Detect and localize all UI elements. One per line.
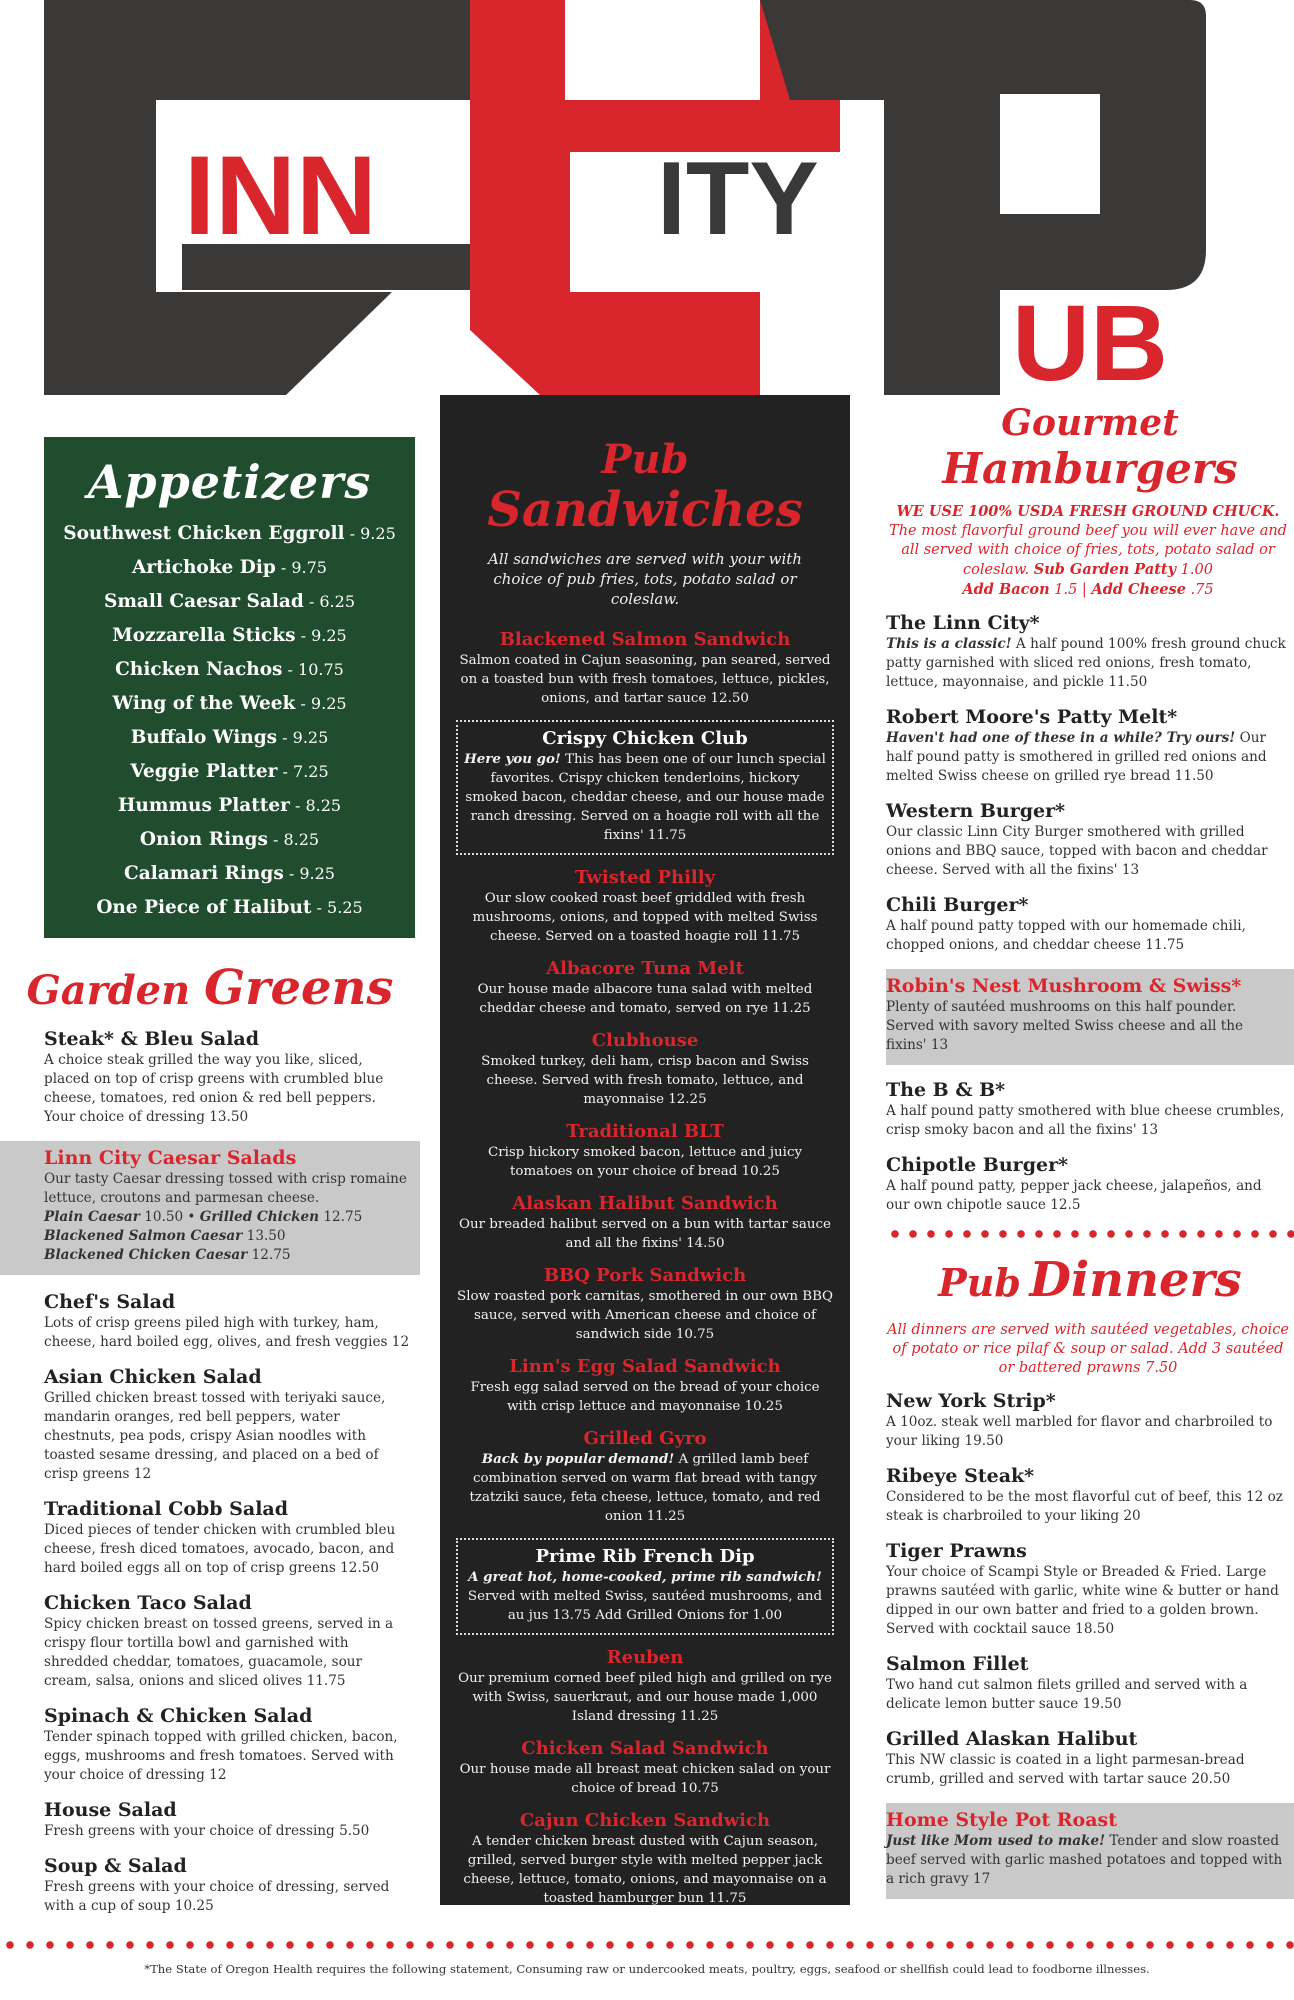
burger-name: Robert Moore's Patty Melt* <box>886 706 1178 728</box>
dinner-name: Tiger Prawns <box>886 1540 1027 1562</box>
sandwich-item <box>456 1647 834 1726</box>
salad-desc: Diced pieces of tender chicken with crumbled bleu cheese, fresh diced tomatoes, avocado, bacon, and hard boiled eggs all on top of crisp greens 12.50 <box>44 1522 396 1576</box>
appetizer-item <box>44 755 415 789</box>
appetizer-price: - 6.25 <box>303 592 355 611</box>
dinner-name: Ribeye Steak* <box>886 1465 1035 1487</box>
salad-name: Linn City Caesar Salads <box>44 1147 297 1169</box>
hamburgers-title: Gourmet Hamburgers <box>942 402 1238 493</box>
caesar-salads-item <box>0 1141 420 1275</box>
sandwich-desc-text: A tender chicken breast dusted with Cajun season, grilled, served burger style with melted pepper jack cheese, lettuce, tomato, onions, and mayonnaise on a toasted hamburger bun 11.75 <box>463 1834 827 1906</box>
caesar-option: Plain Caesar <box>44 1209 140 1225</box>
dinner-desc <box>886 1751 1286 1789</box>
caesar-price: 12.75 <box>247 1247 291 1263</box>
appetizer-name: One Piece of Halibut <box>96 897 312 918</box>
sandwich-name: Reuben <box>606 1647 684 1668</box>
burger-name: The B & B* <box>886 1079 1006 1101</box>
appetizer-item <box>44 585 415 619</box>
appetizer-name: Southwest Chicken Eggroll <box>63 523 345 544</box>
sandwich-desc <box>456 1143 834 1181</box>
appetizer-price: - 9.75 <box>275 558 327 577</box>
appetizer-price: - 9.25 <box>277 728 329 747</box>
sandwich-desc <box>456 651 834 708</box>
salad-name: Asian Chicken Salad <box>44 1366 262 1388</box>
appetizer-item <box>44 551 415 585</box>
salad-item <box>0 1799 420 1841</box>
sandwich-desc <box>464 1568 826 1625</box>
sandwich-desc <box>456 1760 834 1798</box>
salad-name: Chef's Salad <box>44 1291 176 1313</box>
linn-city-pub-logo <box>0 0 1294 400</box>
salad-item <box>0 1028 420 1127</box>
sandwich-name: Crispy Chicken Club <box>542 728 748 749</box>
sandwich-item <box>456 1193 834 1253</box>
burger-desc <box>886 823 1286 880</box>
burger-name: Robin's Nest Mushroom & Swiss* <box>886 975 1242 997</box>
bottom-dot-divider <box>0 1940 1294 1950</box>
dinners-intro: All dinners are served with sautéed vegetables, choice of potato or rice pilaf & soup or salad. Add 3 sautéed or battered prawns 7.50 <box>887 1322 1289 1376</box>
sandwich-name: Prime Rib French Dip <box>535 1546 755 1567</box>
salad-name: Spinach & Chicken Salad <box>44 1705 313 1727</box>
dinner-item <box>886 1540 1294 1639</box>
hamburgers-list <box>886 612 1294 1215</box>
sandwich-item <box>456 1265 834 1344</box>
caesar-option: Blackened Chicken Caesar <box>44 1247 248 1263</box>
dinner-desc <box>886 1676 1286 1714</box>
appetizers-section <box>44 437 415 938</box>
health-footnote: *The State of Oregon Health requires the following statement, Consuming raw or undercooked meats, poultry, eggs, seafood or shellfish could lead to foodborne illnesses. <box>144 1962 1150 1976</box>
salad-desc <box>44 1170 410 1265</box>
sandwich-item <box>456 958 834 1018</box>
sandwich-item <box>456 1738 834 1798</box>
sandwich-name: Blackened Salmon Sandwich <box>499 629 791 650</box>
burger-name: Chili Burger* <box>886 894 1029 916</box>
sandwich-name: Linn's Egg Salad Sandwich <box>509 1356 781 1377</box>
dinner-name: Home Style Pot Roast <box>886 1809 1117 1831</box>
appetizer-price: - 7.25 <box>277 762 329 781</box>
dinner-name: Salmon Fillet <box>886 1653 1029 1675</box>
salad-item <box>0 1291 420 1352</box>
appetizer-name: Calamari Rings <box>124 863 284 884</box>
dinner-lead: Just like Mom used to make! <box>886 1833 1106 1849</box>
burger-item <box>886 706 1294 786</box>
salad-desc: Spicy chicken breast on tossed greens, served in a crispy flour tortilla bowl and garnished with shredded cheddar, tomatoes, guacamole, sour cream, salsa, onions and sliced olives 11.75 <box>44 1616 394 1689</box>
sandwich-desc <box>456 1450 834 1526</box>
appetizer-item <box>44 517 415 551</box>
burger-item <box>886 800 1294 880</box>
appetizer-name: Mozzarella Sticks <box>112 625 296 646</box>
sandwich-item <box>456 1810 834 1908</box>
appetizer-name: Buffalo Wings <box>130 727 278 748</box>
caesar-price: 10.50 • <box>139 1209 200 1225</box>
sandwich-item <box>456 1538 834 1635</box>
dinner-desc <box>886 1413 1286 1451</box>
svg-text:UB: UB <box>1012 282 1168 400</box>
dinner-item <box>886 1390 1294 1451</box>
appetizer-price: - 9.25 <box>344 524 396 543</box>
dinner-desc <box>886 1832 1286 1889</box>
hamburgers-intro: WE USE 100% USDA FRESH GROUND CHUCK. The most flavorful ground beef you will ever have and all served with choice of fries, tots, potato salad or coleslaw. Sub Garden Patty 1.00 Add Bacon 1.5 | Add Cheese .75 <box>889 503 1287 598</box>
dinner-item <box>886 1653 1294 1714</box>
dinner-desc-text: A 10oz. steak well marbled for flavor and charbroiled to your liking 19.50 <box>886 1414 1273 1449</box>
sandwich-desc <box>456 1287 834 1344</box>
appetizer-item <box>44 721 415 755</box>
burger-name: Western Burger* <box>886 800 1066 822</box>
sandwich-name: Albacore Tuna Melt <box>546 958 744 979</box>
sandwich-desc-text: Our house made all breast meat chicken salad on your choice of bread 10.75 <box>459 1762 831 1796</box>
burger-item <box>886 894 1294 955</box>
salad-item <box>0 1498 420 1578</box>
sandwich-item <box>456 720 834 855</box>
burger-item <box>886 969 1294 1065</box>
salad-desc: A choice steak grilled the way you like, sliced, placed on top of crisp greens with crumbled blue cheese, tomatoes, red onion & red bell peppers. Your choice of dressing 13.50 <box>44 1052 384 1125</box>
sandwich-lead: Here you go! <box>464 751 561 767</box>
sandwich-desc-text: This has been one of our lunch special favorites. Crispy chicken tenderloins, hickory smoked bacon, cheddar cheese, and our house made ranch dressing. Served on a hoagie roll with all the fixins' 11.75 <box>465 752 826 843</box>
appetizer-price: - 9.25 <box>283 864 335 883</box>
appetizer-item <box>44 619 415 653</box>
dinner-desc-text: Tender and slow roasted beef served with garlic mashed potatoes and topped with a rich gravy 17 <box>886 1833 1283 1887</box>
burger-lead: Haven't had one of these in a while? Try ours! <box>886 730 1236 746</box>
sandwich-name: Chicken Salad Sandwich <box>521 1738 769 1759</box>
dinner-item <box>886 1728 1294 1789</box>
sandwich-name: Grilled Gyro <box>583 1428 707 1449</box>
pub-dinners-section <box>886 1252 1294 1899</box>
sandwich-name: BBQ Pork Sandwich <box>543 1265 747 1286</box>
appetizer-name: Chicken Nachos <box>115 659 283 680</box>
salad-desc: Fresh greens with your choice of dressing, served with a cup of soup 10.25 <box>44 1879 390 1914</box>
appetizer-item <box>44 687 415 721</box>
burger-item <box>886 612 1294 692</box>
appetizer-item <box>44 857 415 891</box>
burger-desc-text: Our classic Linn City Burger smothered with grilled onions and BBQ sauce, topped with bacon and cheddar cheese. Served with all the fixins' 13 <box>886 824 1268 878</box>
appetizer-name: Wing of the Week <box>112 693 296 714</box>
salad-name: Traditional Cobb Salad <box>44 1498 289 1520</box>
sandwich-item <box>456 1428 834 1526</box>
dinner-desc <box>886 1563 1286 1639</box>
appetizer-price: - 9.25 <box>295 694 347 713</box>
burger-name: The Linn City* <box>886 612 1040 634</box>
caesar-price: 12.75 <box>319 1209 363 1225</box>
svg-text:ITY: ITY <box>657 141 819 257</box>
appetizer-price: - 8.25 <box>267 830 320 849</box>
dinner-name: New York Strip* <box>886 1390 1056 1412</box>
burger-item <box>886 1154 1294 1215</box>
sandwich-desc <box>456 1215 834 1253</box>
appetizer-name: Artichoke Dip <box>132 557 276 578</box>
burger-desc-text: A half pound patty smothered with blue cheese crumbles, crisp smoky bacon and all the fixins' 13 <box>886 1103 1285 1138</box>
sandwich-name: Clubhouse <box>591 1030 699 1051</box>
sandwich-desc-text: Crisp hickory smoked bacon, lettuce and juicy tomatoes on your choice of bread 10.25 <box>487 1145 803 1179</box>
sandwich-desc-text: A grilled lamb beef combination served on warm flat bread with tangy tzatziki sauce, feta cheese, lettuce, tomato, and red onion 11.25 <box>469 1452 821 1524</box>
sandwich-item <box>456 1356 834 1416</box>
appetizer-price: - 9.25 <box>295 626 347 645</box>
dinner-desc <box>886 1488 1286 1526</box>
salad-desc: Lots of crisp greens piled high with turkey, ham, cheese, hard boiled egg, olives, and fresh veggies 12 <box>44 1315 410 1350</box>
caesar-price: 13.50 <box>242 1228 286 1244</box>
appetizer-item <box>44 653 415 687</box>
sandwich-name: Cajun Chicken Sandwich <box>519 1810 771 1831</box>
pub-sandwiches-title: Pub Sandwiches <box>487 436 803 538</box>
dinner-desc-text: Two hand cut salmon filets grilled and served with a delicate lemon butter sauce 19.50 <box>886 1677 1248 1712</box>
burger-lead: This is a classic! <box>886 636 1012 652</box>
sandwiches-intro: All sandwiches are served with your with choice of pub fries, tots, potato salad or coleslaw. <box>488 550 802 608</box>
appetizer-item <box>44 823 415 857</box>
sandwich-desc-text: Our premium corned beef piled high and grilled on rye with Swiss, sauerkraut, and our house made 1,000 Island dressing 11.25 <box>458 1671 832 1724</box>
sandwich-desc <box>456 1669 834 1726</box>
sandwich-item <box>456 867 834 946</box>
burger-desc <box>886 729 1286 786</box>
appetizer-price: - 8.25 <box>289 796 342 815</box>
appetizer-name: Onion Rings <box>139 829 268 850</box>
burger-desc-text: Plenty of sautéed mushrooms on this half pounder. Served with savory melted Swiss cheese and all the fixins' 13 <box>886 999 1244 1053</box>
sandwich-desc <box>456 889 834 946</box>
dinner-desc-text: Your choice of Scampi Style or Breaded & Fried. Large prawns sautéed with garlic, white wine & butter or hand dipped in our own batter and fried to a golden brown. Served with cocktail sauce 18.50 <box>886 1564 1279 1637</box>
pub-sandwiches-section <box>440 395 850 1905</box>
appetizer-name: Hummus Platter <box>117 795 290 816</box>
appetizer-item <box>44 789 415 823</box>
appetizer-price: - 10.75 <box>282 660 344 679</box>
garden-greens-section <box>0 960 420 1930</box>
burger-item <box>886 1079 1294 1140</box>
burger-desc <box>886 1177 1286 1215</box>
salad-item <box>0 1592 420 1691</box>
sandwiches-list <box>456 629 834 1908</box>
dinner-item <box>886 1803 1294 1899</box>
sandwich-desc-text: Salmon coated in Cajun seasoning, pan seared, served on a toasted bun with fresh tomatoes, lettuce, pickles, onions, and tartar sauce 12.50 <box>459 653 831 706</box>
burger-desc-text: A half pound 100% fresh ground chuck patty garnished with sliced red onions, fresh tomato, lettuce, mayonnaise, and pickle 11.50 <box>886 636 1286 690</box>
caesar-option: Blackened Salmon Caesar <box>44 1228 243 1244</box>
burger-desc <box>886 635 1286 692</box>
sandwich-desc <box>456 1832 834 1908</box>
sandwich-lead: Back by popular demand! <box>481 1451 675 1467</box>
sandwich-desc-text: Our breaded halibut served on a bun with tartar sauce and all the fixins' 14.50 <box>459 1217 831 1251</box>
burger-desc-text: A half pound patty topped with our homemade chili, chopped onions, and cheddar cheese 11.75 <box>886 918 1246 953</box>
burger-desc <box>886 917 1286 955</box>
caesar-option: Grilled Chicken <box>199 1209 320 1225</box>
appetizer-price: - 5.25 <box>311 898 363 917</box>
sandwich-desc-text: Slow roasted pork carnitas, smothered in our own BBQ sauce, served with American cheese and choice of sandwich side 10.75 <box>457 1289 833 1342</box>
salad-name: Chicken Taco Salad <box>44 1592 252 1614</box>
dinner-item <box>886 1465 1294 1526</box>
appetizers-title: Appetizers <box>87 455 372 509</box>
sandwich-item <box>456 1030 834 1109</box>
dinner-desc-text: This NW classic is coated in a light parmesan-bread crumb, grilled and served with tartar sauce 20.50 <box>886 1752 1245 1787</box>
sandwich-item <box>456 1121 834 1181</box>
salad-item <box>0 1366 420 1484</box>
sandwich-desc-text: Our house made albacore tuna salad with melted cheddar cheese and tomato, served on rye 11.25 <box>477 982 813 1016</box>
appetizer-name: Small Caesar Salad <box>104 591 304 612</box>
sandwich-desc <box>456 1378 834 1416</box>
sandwich-name: Twisted Philly <box>574 867 716 888</box>
garden-greens-list <box>0 1028 420 1916</box>
salad-name: House Salad <box>44 1799 177 1821</box>
dinners-list <box>886 1390 1294 1899</box>
salad-desc: Tender spinach topped with grilled chicken, bacon, eggs, mushrooms and fresh tomatoes. Served with your choice of dressing 12 <box>44 1729 398 1783</box>
sandwich-desc <box>464 750 826 845</box>
svg-text:INN: INN <box>184 133 377 258</box>
sandwich-lead: A great hot, home-cooked, prime rib sandwich! <box>468 1569 822 1585</box>
appetizers-list <box>44 517 415 925</box>
sandwich-item <box>456 629 834 708</box>
burger-desc <box>886 1102 1286 1140</box>
burger-desc <box>886 998 1286 1055</box>
salad-name: Soup & Salad <box>44 1855 187 1877</box>
salad-desc: Grilled chicken breast tossed with teriyaki sauce, mandarin oranges, red bell peppers, water chestnuts, pea pods, crispy Asian noodles with toasted sesame dressing, and placed on a bed of crisp greens 12 <box>44 1390 386 1482</box>
burger-desc-text: A half pound patty, pepper jack cheese, jalapeños, and our own chipotle sauce 12.5 <box>886 1178 1262 1213</box>
sandwich-desc <box>456 980 834 1018</box>
burger-name: Chipotle Burger* <box>886 1154 1069 1176</box>
dinner-desc-text: Considered to be the most flavorful cut of beef, this 12 oz steak is charbroiled to your liking 20 <box>886 1489 1283 1524</box>
salad-desc: Fresh greens with your choice of dressing 5.50 <box>44 1823 370 1839</box>
appetizer-name: Veggie Platter <box>130 761 278 782</box>
gourmet-hamburgers-section <box>886 400 1294 1913</box>
sandwich-name: Traditional BLT <box>566 1121 724 1142</box>
pub-dinners-title: Pub Dinners <box>938 1252 1242 1308</box>
dot-divider <box>886 1229 1294 1239</box>
sandwich-desc-text: Smoked turkey, deli ham, crisp bacon and Swiss cheese. Served with fresh tomato, lettuce, and mayonnaise 12.25 <box>481 1054 809 1107</box>
sandwich-desc-text: Served with melted Swiss, sautéed mushrooms, and au jus 13.75 Add Grilled Onions for 1.00 <box>467 1589 823 1623</box>
sandwich-desc <box>456 1052 834 1109</box>
garden-greens-title: Garden Greens <box>26 960 394 1016</box>
sandwich-desc-text: Fresh egg salad served on the bread of your choice with crisp lettuce and mayonnaise 10.25 <box>470 1380 820 1414</box>
burger-desc-text: Our half pound patty is smothered in grilled red onions and melted Swiss cheese on grilled rye bread 11.50 <box>886 730 1267 784</box>
caesar-desc-text: Our tasty Caesar dressing tossed with crisp romaine lettuce, croutons and parmesan cheese. <box>44 1171 407 1206</box>
salad-item <box>0 1855 420 1916</box>
sandwich-name: Alaskan Halibut Sandwich <box>512 1193 778 1214</box>
dinner-name: Grilled Alaskan Halibut <box>886 1728 1138 1750</box>
salad-name: Steak* & Bleu Salad <box>44 1028 260 1050</box>
appetizer-item <box>44 891 415 925</box>
sandwich-desc-text: Our slow cooked roast beef griddled with fresh mushrooms, onions, and topped with melted Swiss cheese. Served on a toasted hoagie roll 11.75 <box>472 891 818 944</box>
salad-item <box>0 1705 420 1785</box>
